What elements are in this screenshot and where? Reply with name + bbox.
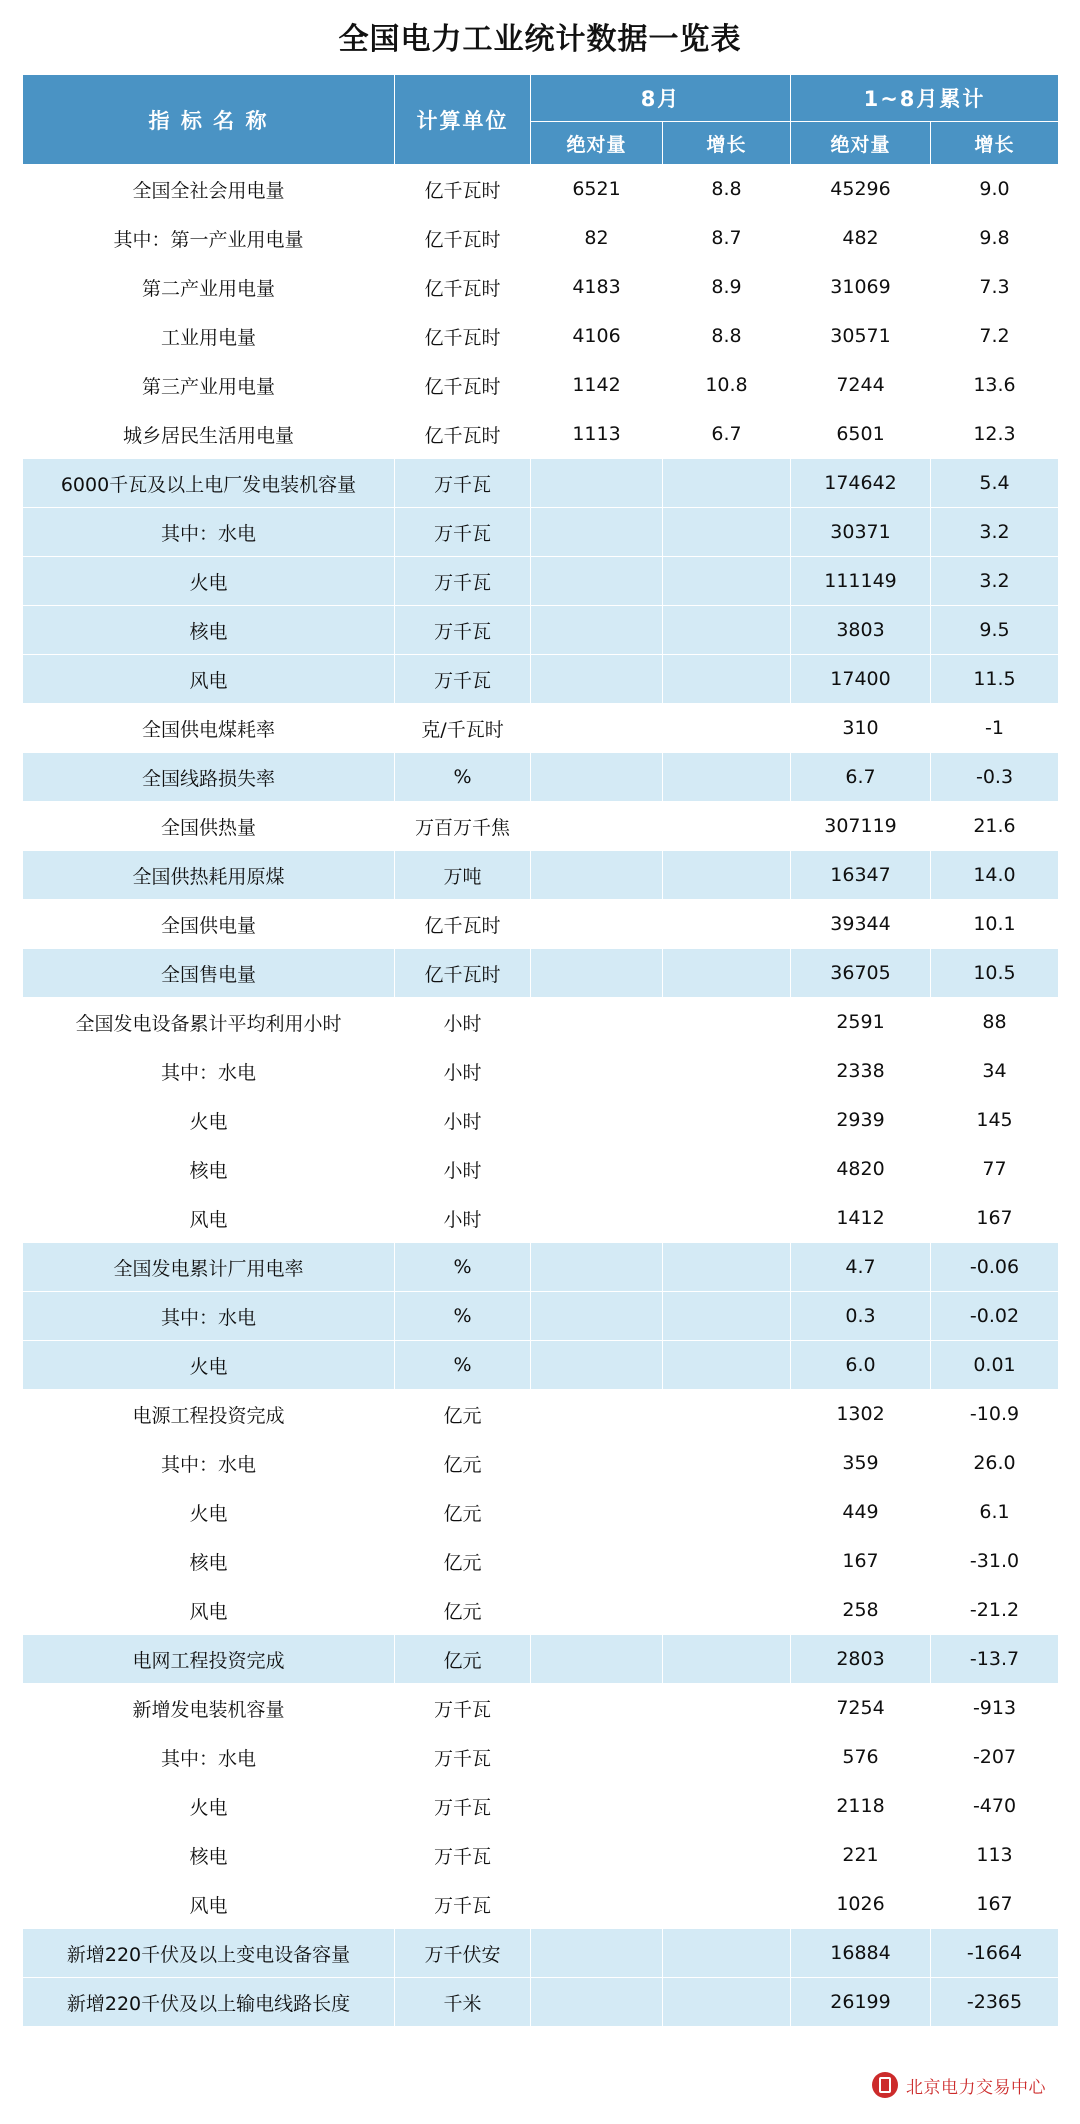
cell-month-absolute [531,802,663,851]
cell-month-growth [663,459,791,508]
cell-unit: 亿元 [395,1488,531,1537]
cell-indicator: 新增发电装机容量 [23,1684,395,1733]
cell-month-growth: 8.7 [663,214,791,263]
cell-month-absolute [531,1782,663,1831]
cell-unit: 万千瓦 [395,459,531,508]
cell-unit: 亿元 [395,1586,531,1635]
cell-indicator: 全国发电设备累计平均利用小时 [23,998,395,1047]
cell-cumulative-growth: 10.5 [931,949,1059,998]
table-row [23,1929,1059,1978]
cell-cumulative-growth: 0.01 [931,1341,1059,1390]
table-row [23,1439,1059,1488]
cell-indicator: 全国售电量 [23,949,395,998]
cell-month-absolute [531,1733,663,1782]
cell-cumulative-absolute: 310 [791,704,931,753]
cell-cumulative-absolute: 31069 [791,263,931,312]
cell-month-growth [663,1341,791,1390]
cell-cumulative-absolute: 4.7 [791,1243,931,1292]
cell-cumulative-growth: 6.1 [931,1488,1059,1537]
cell-month-growth: 8.8 [663,165,791,214]
cell-unit: 亿千瓦时 [395,410,531,459]
cell-indicator: 核电 [23,1831,395,1880]
cell-month-growth [663,1782,791,1831]
cell-month-absolute [531,1341,663,1390]
cell-unit: 万千瓦 [395,1684,531,1733]
cell-unit: % [395,1341,531,1390]
table-row [23,1341,1059,1390]
cell-cumulative-growth: 77 [931,1145,1059,1194]
cell-indicator: 全国供热量 [23,802,395,851]
col-header-cumulative-absolute: 绝对量 [791,122,931,165]
cell-month-growth [663,1047,791,1096]
table-row [23,655,1059,704]
cell-cumulative-growth: -31.0 [931,1537,1059,1586]
cell-unit: 亿千瓦时 [395,900,531,949]
table-row [23,1243,1059,1292]
cell-indicator: 全国供电煤耗率 [23,704,395,753]
brand-logo-icon [872,2072,898,2098]
cell-cumulative-growth: 14.0 [931,851,1059,900]
cell-cumulative-absolute: 307119 [791,802,931,851]
col-header-month-growth: 增长 [663,122,791,165]
cell-indicator: 全国全社会用电量 [23,165,395,214]
cell-cumulative-absolute: 449 [791,1488,931,1537]
cell-cumulative-absolute: 7254 [791,1684,931,1733]
cell-indicator: 电网工程投资完成 [23,1635,395,1684]
cell-month-absolute [531,606,663,655]
cell-cumulative-absolute: 2591 [791,998,931,1047]
cell-indicator: 城乡居民生活用电量 [23,410,395,459]
cell-month-growth [663,1096,791,1145]
cell-unit: 亿元 [395,1537,531,1586]
cell-month-growth [663,606,791,655]
cell-month-growth [663,1194,791,1243]
table-row [23,949,1059,998]
cell-month-growth: 8.9 [663,263,791,312]
cell-cumulative-growth: 21.6 [931,802,1059,851]
cell-month-absolute [531,1929,663,1978]
table-row [23,263,1059,312]
table-row [23,1537,1059,1586]
cell-indicator: 其中：第一产业用电量 [23,214,395,263]
cell-month-absolute: 1113 [531,410,663,459]
cell-month-growth [663,1145,791,1194]
cell-unit: % [395,1243,531,1292]
cell-cumulative-growth: 167 [931,1880,1059,1929]
cell-month-growth [663,1733,791,1782]
cell-indicator: 工业用电量 [23,312,395,361]
table-row [23,361,1059,410]
cell-cumulative-growth: 3.2 [931,508,1059,557]
cell-unit: 万千伏安 [395,1929,531,1978]
cell-cumulative-growth: -1 [931,704,1059,753]
cell-indicator: 火电 [23,1096,395,1145]
table-row [23,1194,1059,1243]
cell-cumulative-growth: 5.4 [931,459,1059,508]
cell-cumulative-absolute: 30371 [791,508,931,557]
col-header-cumulative-growth: 增长 [931,122,1059,165]
cell-cumulative-growth: 145 [931,1096,1059,1145]
table-row [23,1782,1059,1831]
cell-indicator: 新增220千伏及以上变电设备容量 [23,1929,395,1978]
cell-month-growth [663,1537,791,1586]
cell-cumulative-growth: 88 [931,998,1059,1047]
cell-indicator: 核电 [23,1145,395,1194]
cell-indicator: 核电 [23,606,395,655]
col-header-group-month: 8月 [531,75,791,122]
cell-cumulative-growth: -1664 [931,1929,1059,1978]
cell-unit: 亿千瓦时 [395,214,531,263]
cell-month-absolute [531,1292,663,1341]
cell-indicator: 风电 [23,655,395,704]
cell-month-growth [663,1243,791,1292]
cell-cumulative-growth: 10.1 [931,900,1059,949]
cell-cumulative-absolute: 16347 [791,851,931,900]
cell-indicator: 其中：水电 [23,1733,395,1782]
cell-cumulative-growth: -913 [931,1684,1059,1733]
cell-cumulative-absolute: 16884 [791,1929,931,1978]
cell-unit: 亿元 [395,1439,531,1488]
cell-month-growth [663,557,791,606]
cell-indicator: 6000千瓦及以上电厂发电装机容量 [23,459,395,508]
table-row [23,900,1059,949]
cell-cumulative-absolute: 174642 [791,459,931,508]
cell-cumulative-growth: 7.2 [931,312,1059,361]
cell-cumulative-absolute: 2939 [791,1096,931,1145]
cell-month-growth [663,1488,791,1537]
cell-month-growth [663,1439,791,1488]
cell-month-absolute [531,1439,663,1488]
table-row [23,214,1059,263]
cell-cumulative-growth: -13.7 [931,1635,1059,1684]
table-row [23,1292,1059,1341]
table-row [23,1488,1059,1537]
cell-indicator: 新增220千伏及以上输电线路长度 [23,1978,395,2027]
cell-indicator: 全国供电量 [23,900,395,949]
cell-cumulative-absolute: 17400 [791,655,931,704]
cell-month-absolute [531,900,663,949]
cell-month-absolute [531,1488,663,1537]
table-row [23,165,1059,214]
cell-indicator: 火电 [23,1488,395,1537]
table-row [23,312,1059,361]
cell-cumulative-absolute: 30571 [791,312,931,361]
cell-indicator: 火电 [23,557,395,606]
cell-month-growth [663,753,791,802]
cell-cumulative-absolute: 482 [791,214,931,263]
table-row [23,1684,1059,1733]
cell-cumulative-absolute: 1026 [791,1880,931,1929]
cell-month-absolute [531,1390,663,1439]
cell-unit: 万千瓦 [395,557,531,606]
table-row [23,851,1059,900]
cell-month-growth [663,851,791,900]
cell-month-growth [663,704,791,753]
cell-unit: 亿千瓦时 [395,165,531,214]
table-row [23,1586,1059,1635]
cell-unit: 万千瓦 [395,1831,531,1880]
cell-month-growth [663,1880,791,1929]
table-row [23,802,1059,851]
cell-cumulative-growth: -470 [931,1782,1059,1831]
cell-month-growth [663,1684,791,1733]
cell-month-growth [663,1635,791,1684]
cell-indicator: 风电 [23,1586,395,1635]
cell-cumulative-growth: 113 [931,1831,1059,1880]
cell-month-growth: 10.8 [663,361,791,410]
cell-month-growth [663,949,791,998]
cell-indicator: 电源工程投资完成 [23,1390,395,1439]
cell-cumulative-absolute: 36705 [791,949,931,998]
cell-cumulative-absolute: 221 [791,1831,931,1880]
table-row [23,704,1059,753]
cell-month-absolute: 1142 [531,361,663,410]
cell-month-absolute [531,1145,663,1194]
table-row [23,1096,1059,1145]
table-row [23,1390,1059,1439]
cell-month-growth [663,1292,791,1341]
cell-indicator: 全国供热耗用原煤 [23,851,395,900]
cell-month-absolute: 82 [531,214,663,263]
col-header-month-absolute: 绝对量 [531,122,663,165]
cell-cumulative-absolute: 26199 [791,1978,931,2027]
cell-cumulative-absolute: 6.0 [791,1341,931,1390]
table-row [23,998,1059,1047]
cell-unit: 万千瓦 [395,1782,531,1831]
cell-unit: 万千瓦 [395,1880,531,1929]
table-row [23,1831,1059,1880]
cell-month-absolute: 6521 [531,165,663,214]
cell-cumulative-absolute: 1302 [791,1390,931,1439]
cell-cumulative-absolute: 2803 [791,1635,931,1684]
statistics-table [22,74,1059,2027]
cell-indicator: 其中：水电 [23,1439,395,1488]
cell-unit: 万千瓦 [395,655,531,704]
cell-cumulative-absolute: 576 [791,1733,931,1782]
cell-unit: 亿千瓦时 [395,949,531,998]
cell-month-absolute [531,998,663,1047]
cell-month-growth: 6.7 [663,410,791,459]
cell-month-absolute [531,1684,663,1733]
cell-indicator: 全国发电累计厂用电率 [23,1243,395,1292]
cell-month-absolute [531,1194,663,1243]
cell-indicator: 火电 [23,1782,395,1831]
cell-month-absolute [531,557,663,606]
cell-month-growth: 8.8 [663,312,791,361]
cell-indicator: 全国线路损失率 [23,753,395,802]
cell-unit: 亿千瓦时 [395,263,531,312]
cell-month-absolute [531,1831,663,1880]
cell-unit: 万百万千焦 [395,802,531,851]
cell-cumulative-growth: -207 [931,1733,1059,1782]
brand-footer [872,2072,1046,2098]
cell-indicator: 风电 [23,1880,395,1929]
cell-indicator: 第三产业用电量 [23,361,395,410]
cell-month-absolute: 4106 [531,312,663,361]
cell-month-absolute [531,1880,663,1929]
table-row [23,410,1059,459]
cell-cumulative-absolute: 3803 [791,606,931,655]
cell-month-growth [663,1831,791,1880]
cell-month-growth [663,998,791,1047]
table-row [23,1733,1059,1782]
table-row [23,1145,1059,1194]
cell-indicator: 核电 [23,1537,395,1586]
cell-unit: 千米 [395,1978,531,2027]
cell-unit: 小时 [395,1096,531,1145]
cell-month-absolute: 4183 [531,263,663,312]
cell-month-absolute [531,655,663,704]
cell-cumulative-absolute: 167 [791,1537,931,1586]
cell-unit: % [395,1292,531,1341]
table-row [23,557,1059,606]
cell-cumulative-growth: -21.2 [931,1586,1059,1635]
cell-unit: 亿元 [395,1635,531,1684]
cell-month-absolute [531,1243,663,1292]
cell-cumulative-growth: 34 [931,1047,1059,1096]
cell-indicator: 第二产业用电量 [23,263,395,312]
cell-indicator: 其中：水电 [23,508,395,557]
cell-month-growth [663,508,791,557]
cell-month-absolute [531,851,663,900]
cell-unit: 小时 [395,1145,531,1194]
cell-cumulative-growth: 3.2 [931,557,1059,606]
cell-month-growth [663,1586,791,1635]
cell-cumulative-absolute: 2338 [791,1047,931,1096]
cell-month-absolute [531,949,663,998]
col-header-unit: 计算单位 [395,75,531,165]
cell-month-absolute [531,1096,663,1145]
table-body [23,165,1059,2027]
cell-cumulative-absolute: 1412 [791,1194,931,1243]
cell-cumulative-growth: 11.5 [931,655,1059,704]
cell-month-absolute [531,459,663,508]
col-header-group-cumulative: 1~8月累计 [791,75,1059,122]
cell-month-growth [663,1929,791,1978]
cell-indicator: 火电 [23,1341,395,1390]
cell-cumulative-growth: 7.3 [931,263,1059,312]
cell-month-growth [663,1978,791,2027]
cell-unit: 克/千瓦时 [395,704,531,753]
cell-cumulative-absolute: 258 [791,1586,931,1635]
cell-month-absolute [531,1047,663,1096]
cell-month-growth [663,802,791,851]
cell-unit: 万吨 [395,851,531,900]
cell-cumulative-absolute: 7244 [791,361,931,410]
cell-month-absolute [531,1978,663,2027]
cell-unit: 万千瓦 [395,606,531,655]
cell-unit: 万千瓦 [395,508,531,557]
cell-cumulative-growth: 167 [931,1194,1059,1243]
cell-month-growth [663,655,791,704]
table-row [23,1047,1059,1096]
cell-month-absolute [531,1635,663,1684]
table-row [23,1635,1059,1684]
cell-cumulative-growth: 9.5 [931,606,1059,655]
cell-cumulative-absolute: 6.7 [791,753,931,802]
table-row [23,1880,1059,1929]
brand-name: 北京电力交易中心 [906,2077,1046,2098]
cell-cumulative-growth: 9.8 [931,214,1059,263]
cell-unit: 亿千瓦时 [395,361,531,410]
table-row [23,1978,1059,2027]
cell-indicator: 风电 [23,1194,395,1243]
cell-unit: 小时 [395,998,531,1047]
cell-month-absolute [531,1586,663,1635]
cell-unit: % [395,753,531,802]
cell-cumulative-growth: -0.02 [931,1292,1059,1341]
cell-unit: 小时 [395,1047,531,1096]
cell-cumulative-absolute: 4820 [791,1145,931,1194]
cell-cumulative-growth: 9.0 [931,165,1059,214]
col-header-indicator: 指 标 名 称 [23,75,395,165]
cell-month-absolute [531,753,663,802]
table-row [23,606,1059,655]
cell-cumulative-absolute: 39344 [791,900,931,949]
cell-cumulative-growth: 12.3 [931,410,1059,459]
cell-cumulative-absolute: 111149 [791,557,931,606]
cell-cumulative-absolute: 0.3 [791,1292,931,1341]
cell-month-absolute [531,508,663,557]
cell-month-absolute [531,704,663,753]
cell-cumulative-absolute: 45296 [791,165,931,214]
cell-cumulative-absolute: 6501 [791,410,931,459]
cell-cumulative-growth: -2365 [931,1978,1059,2027]
cell-cumulative-absolute: 2118 [791,1782,931,1831]
table-row [23,753,1059,802]
page-title: 全国电力工业统计数据一览表 [338,22,742,57]
cell-month-absolute [531,1537,663,1586]
cell-month-growth [663,1390,791,1439]
cell-month-growth [663,900,791,949]
cell-unit: 小时 [395,1194,531,1243]
cell-cumulative-growth: 13.6 [931,361,1059,410]
cell-unit: 亿千瓦时 [395,312,531,361]
cell-unit: 亿元 [395,1390,531,1439]
cell-cumulative-growth: 26.0 [931,1439,1059,1488]
cell-indicator: 其中：水电 [23,1047,395,1096]
cell-unit: 万千瓦 [395,1733,531,1782]
table-row [23,459,1059,508]
cell-cumulative-growth: -0.3 [931,753,1059,802]
cell-cumulative-growth: -0.06 [931,1243,1059,1292]
table-row [23,508,1059,557]
table-header [23,75,1059,165]
cell-indicator: 其中：水电 [23,1292,395,1341]
cell-cumulative-growth: -10.9 [931,1390,1059,1439]
cell-cumulative-absolute: 359 [791,1439,931,1488]
